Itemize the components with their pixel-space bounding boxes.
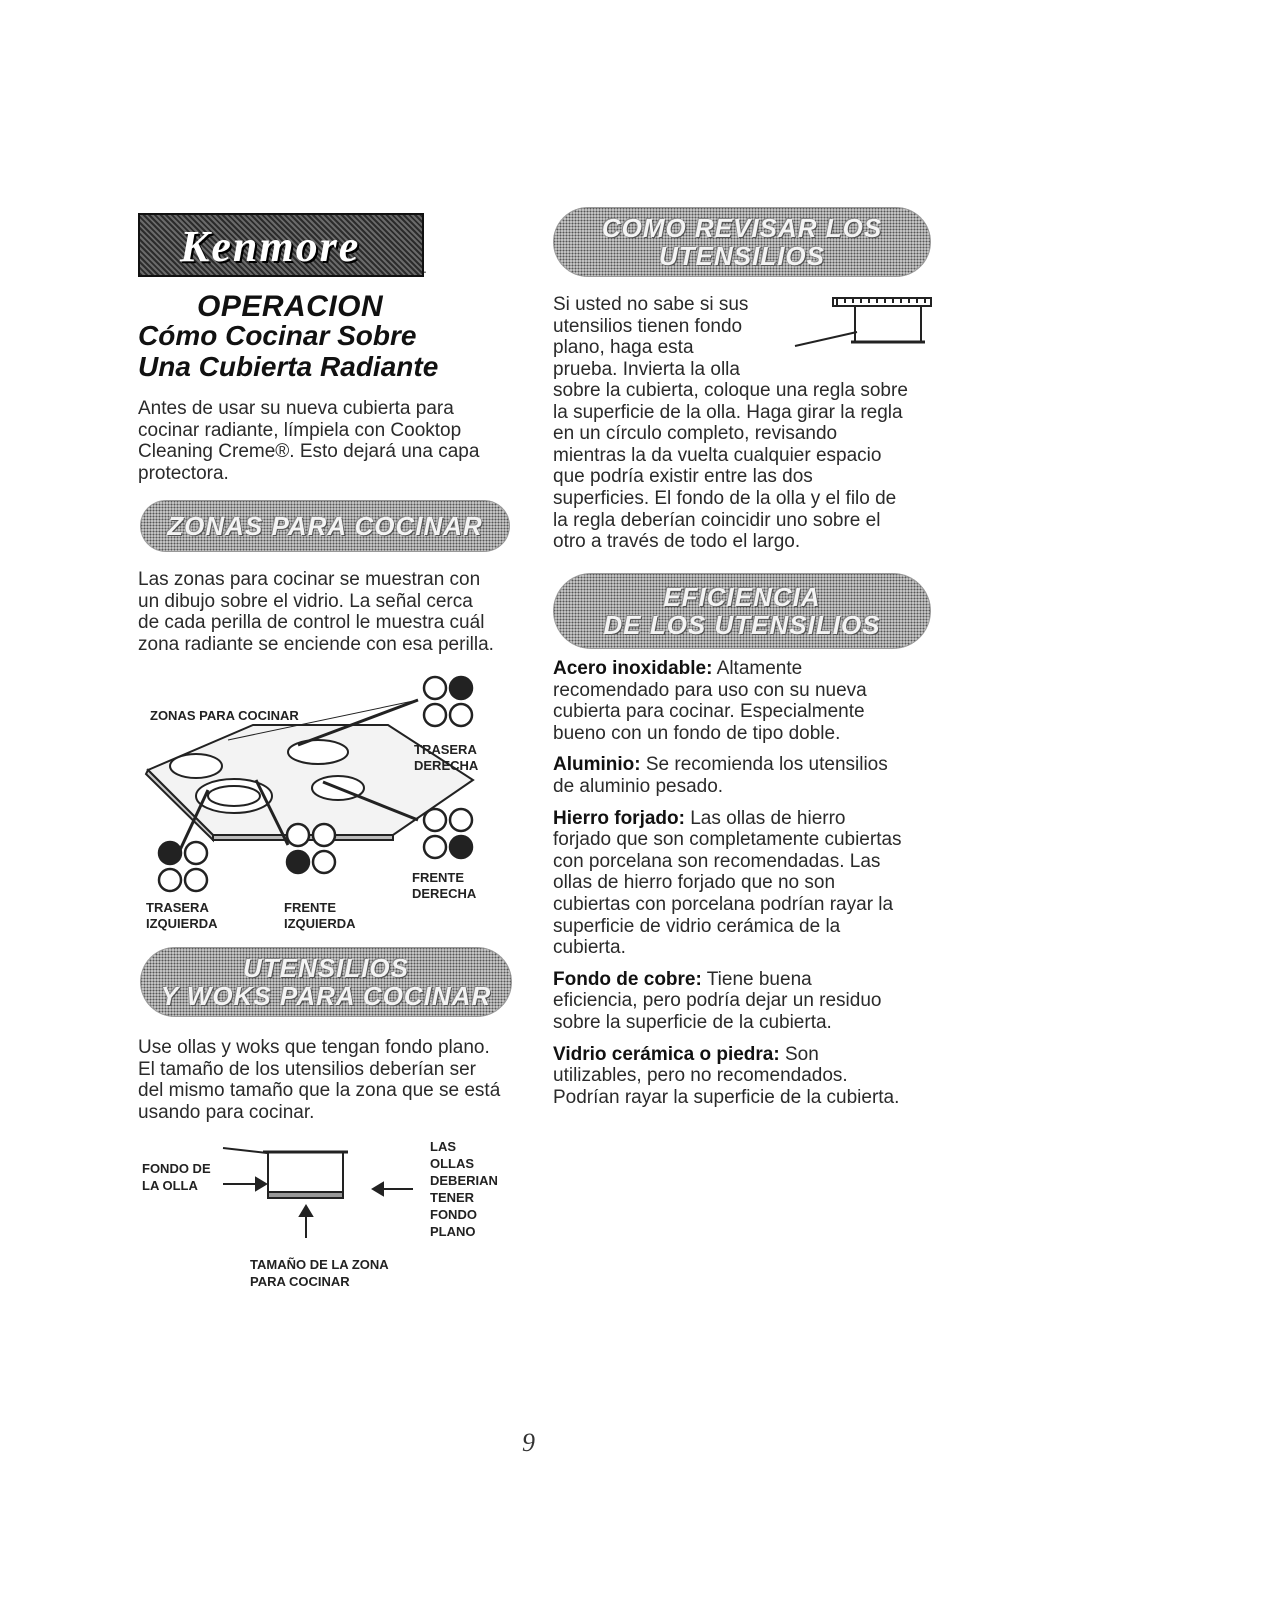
logo-text: Kenmore — [180, 222, 361, 271]
banner-eficiencia: EFICIENCIA DE LOS UTENSILIOS — [553, 573, 931, 649]
list-item-hierro: Hierro forjado: Las ollas de hierro forjado que son completamente cubiertas con porcelana son recomendadas. Las ollas de hierro forjado que no son cubiertas con porcelana podrían rayar la superficie de vidrio cerámica de la cubierta. — [553, 807, 902, 959]
check-paragraph-short: Si usted no sabe si sus utensilios tienen fondo plano, haga esta prueba. Invierta la olla — [553, 294, 749, 380]
zone-size-label: TAMAÑO DE LA ZONA PARA COCINAR — [250, 1257, 389, 1289]
page-title: OPERACION — [197, 290, 384, 323]
front-right-label: FRENTE DERECHA — [412, 870, 477, 901]
pot-bottom-label: FONDO DE LA OLLA — [142, 1161, 211, 1193]
utensils-paragraph: Use ollas y woks que tengan fondo plano. El tamaño de los utensilios deberían ser del mismo tamaño que la zona que se está usando para cocinar. — [138, 1037, 501, 1123]
flat-bottom-label: LAS OLLAS DEBERIAN TENER FONDO PLANO — [430, 1139, 498, 1239]
intro-paragraph: Antes de usar su nueva cubierta para cocinar radiante, límpiela con Cooktop Cleaning Creme®. Esto dejará una capa protectora. — [138, 398, 480, 484]
list-item-cobre: Fondo de cobre: Tiene buena eficiencia, pero podría dejar un residuo sobre la superficie de la cubierta. — [553, 968, 882, 1033]
banner-revisar: COMO REVISAR LOS UTENSILIOS — [553, 207, 931, 277]
list-item-aluminio: Aluminio: Se recomienda los utensilios de aluminio pesado. — [553, 754, 888, 797]
cooktop-diagram — [138, 670, 518, 945]
page-subtitle: Cómo Cocinar Sobre Una Cubierta Radiante — [138, 320, 439, 382]
front-left-label: FRENTE IZQUIERDA — [284, 900, 356, 931]
list-item-vidrio: Vidrio cerámica o piedra: Son utilizables, pero no recomendados. Podrían rayar la superficie de la cubierta. — [553, 1043, 900, 1108]
ruler-test-illustration — [785, 296, 935, 356]
rear-left-label: TRASERA IZQUIERDA — [146, 900, 218, 931]
pot-diagram — [138, 1138, 518, 1298]
page-number: 9 — [522, 1428, 535, 1457]
banner-zonas: ZONAS PARA COCINAR — [140, 500, 510, 552]
rear-right-label: TRASERA DERECHA — [414, 742, 479, 773]
zones-paragraph: Las zonas para cocinar se muestran con un dibujo sobre el vidrio. La señal cerca de cada perilla de control le muestra cuál zona radiante se enciende con esa perilla. — [138, 569, 494, 655]
banner-utensilios-woks: UTENSILIOS Y WOKS PARA COCINAR — [140, 947, 512, 1017]
check-paragraph: sobre la cubierta, coloque una regla sobre la superficie de la olla. Haga girar la regla en un círculo completo, revisando mientras la da vuelta cualquier espacio que podría existir entre las dos superficies. El fondo de la olla y el filo de la regla deberían coincidir uno sobre el otro a través de todo el largo. — [553, 380, 908, 553]
logo-registered-mark: . — [423, 260, 427, 276]
list-item-acero: Acero inoxidable: Altamente recomendado para uso con su nueva cubierta para cocinar. Especialmente bueno con un fondo de tipo doble. — [553, 658, 867, 744]
kenmore-logo — [138, 213, 424, 277]
zones-label: ZONAS PARA COCINAR — [150, 708, 299, 723]
efficiency-list — [553, 658, 933, 1108]
